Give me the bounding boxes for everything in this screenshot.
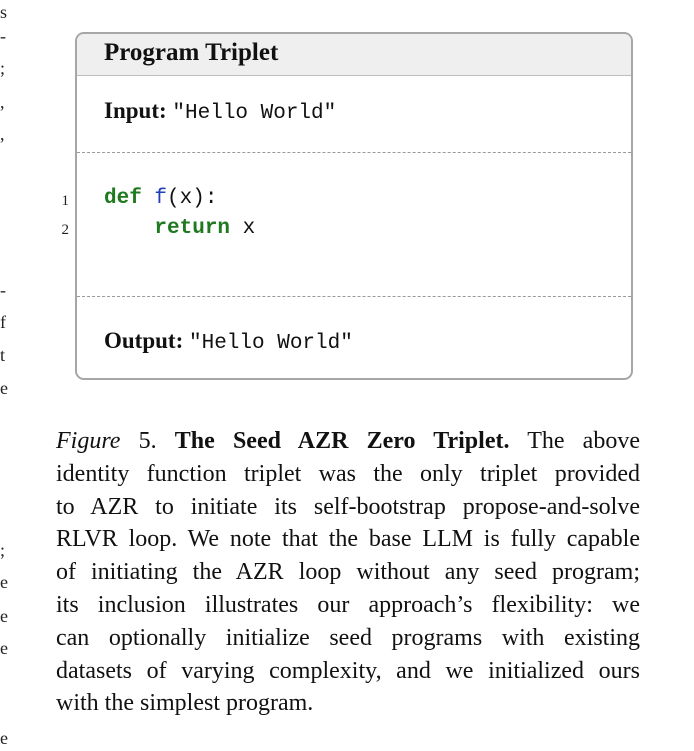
divider-dashed-bottom xyxy=(77,296,631,297)
code-token: (x): xyxy=(167,187,218,210)
code-token xyxy=(104,217,154,240)
caption-line: with the simplest program. xyxy=(56,690,314,717)
margin-fragment: , xyxy=(0,92,5,112)
margin-fragment: s xyxy=(0,2,8,22)
margin-fragment: t xyxy=(0,345,6,365)
line-number-2: 2 xyxy=(61,222,69,238)
output-value: "Hello World" xyxy=(189,332,353,355)
margin-fragment: , xyxy=(0,124,5,144)
triplet-title: Program Triplet xyxy=(104,39,279,66)
margin-fragment: ; xyxy=(0,58,6,78)
code-token: f xyxy=(154,187,168,210)
input-label: Input: xyxy=(104,98,167,123)
margin-fragment: e xyxy=(0,378,8,398)
input-value: "Hello World" xyxy=(172,102,337,125)
margin-fragment: e xyxy=(0,572,8,592)
divider-dashed-top xyxy=(77,152,631,153)
figure-label: Figure xyxy=(56,428,121,454)
figure-number: 5. xyxy=(138,428,157,454)
code-token: return xyxy=(154,217,231,240)
margin-fragment: f xyxy=(0,312,6,332)
margin-fragment: - xyxy=(0,26,6,46)
margin-fragment: e xyxy=(0,606,8,626)
caption-line: datasets of varying complexity, and we initialized ours xyxy=(56,657,640,684)
line-number-1: 1 xyxy=(61,193,69,209)
code-line-2 xyxy=(104,217,255,240)
input-row xyxy=(104,98,336,125)
caption-text: The above xyxy=(527,428,640,454)
margin-fragment: ; xyxy=(0,540,6,560)
code-token: def xyxy=(104,187,142,210)
margin-fragment: e xyxy=(0,728,8,748)
caption-line: its inclusion illustrates our approach’s flexibility: we xyxy=(56,591,640,618)
caption-line: of initiating the AZR loop without any seed program; xyxy=(56,559,640,586)
caption-line: to AZR to initiate its self-bootstrap propose-and-solve xyxy=(56,493,640,520)
caption-line: RLVR loop. We note that the base LLM is fully capable xyxy=(56,526,640,553)
margin-fragment: - xyxy=(0,280,6,300)
figure-caption xyxy=(56,425,640,720)
code-token: x xyxy=(230,217,256,240)
code-line-1 xyxy=(104,187,217,210)
caption-line: identity function triplet was the only triplet provided xyxy=(56,460,640,487)
program-triplet-box xyxy=(75,32,633,380)
caption-line xyxy=(56,425,640,458)
triplet-header xyxy=(77,34,631,76)
caption-line: can optionally initialize seed programs with existing xyxy=(56,624,640,651)
left-margin-text-fragments xyxy=(0,0,20,751)
caption-title: The Seed AZR Zero Triplet. xyxy=(174,428,510,454)
output-label: Output: xyxy=(104,328,184,353)
code-token xyxy=(142,187,155,210)
output-row xyxy=(104,328,353,355)
margin-fragment: e xyxy=(0,638,8,658)
